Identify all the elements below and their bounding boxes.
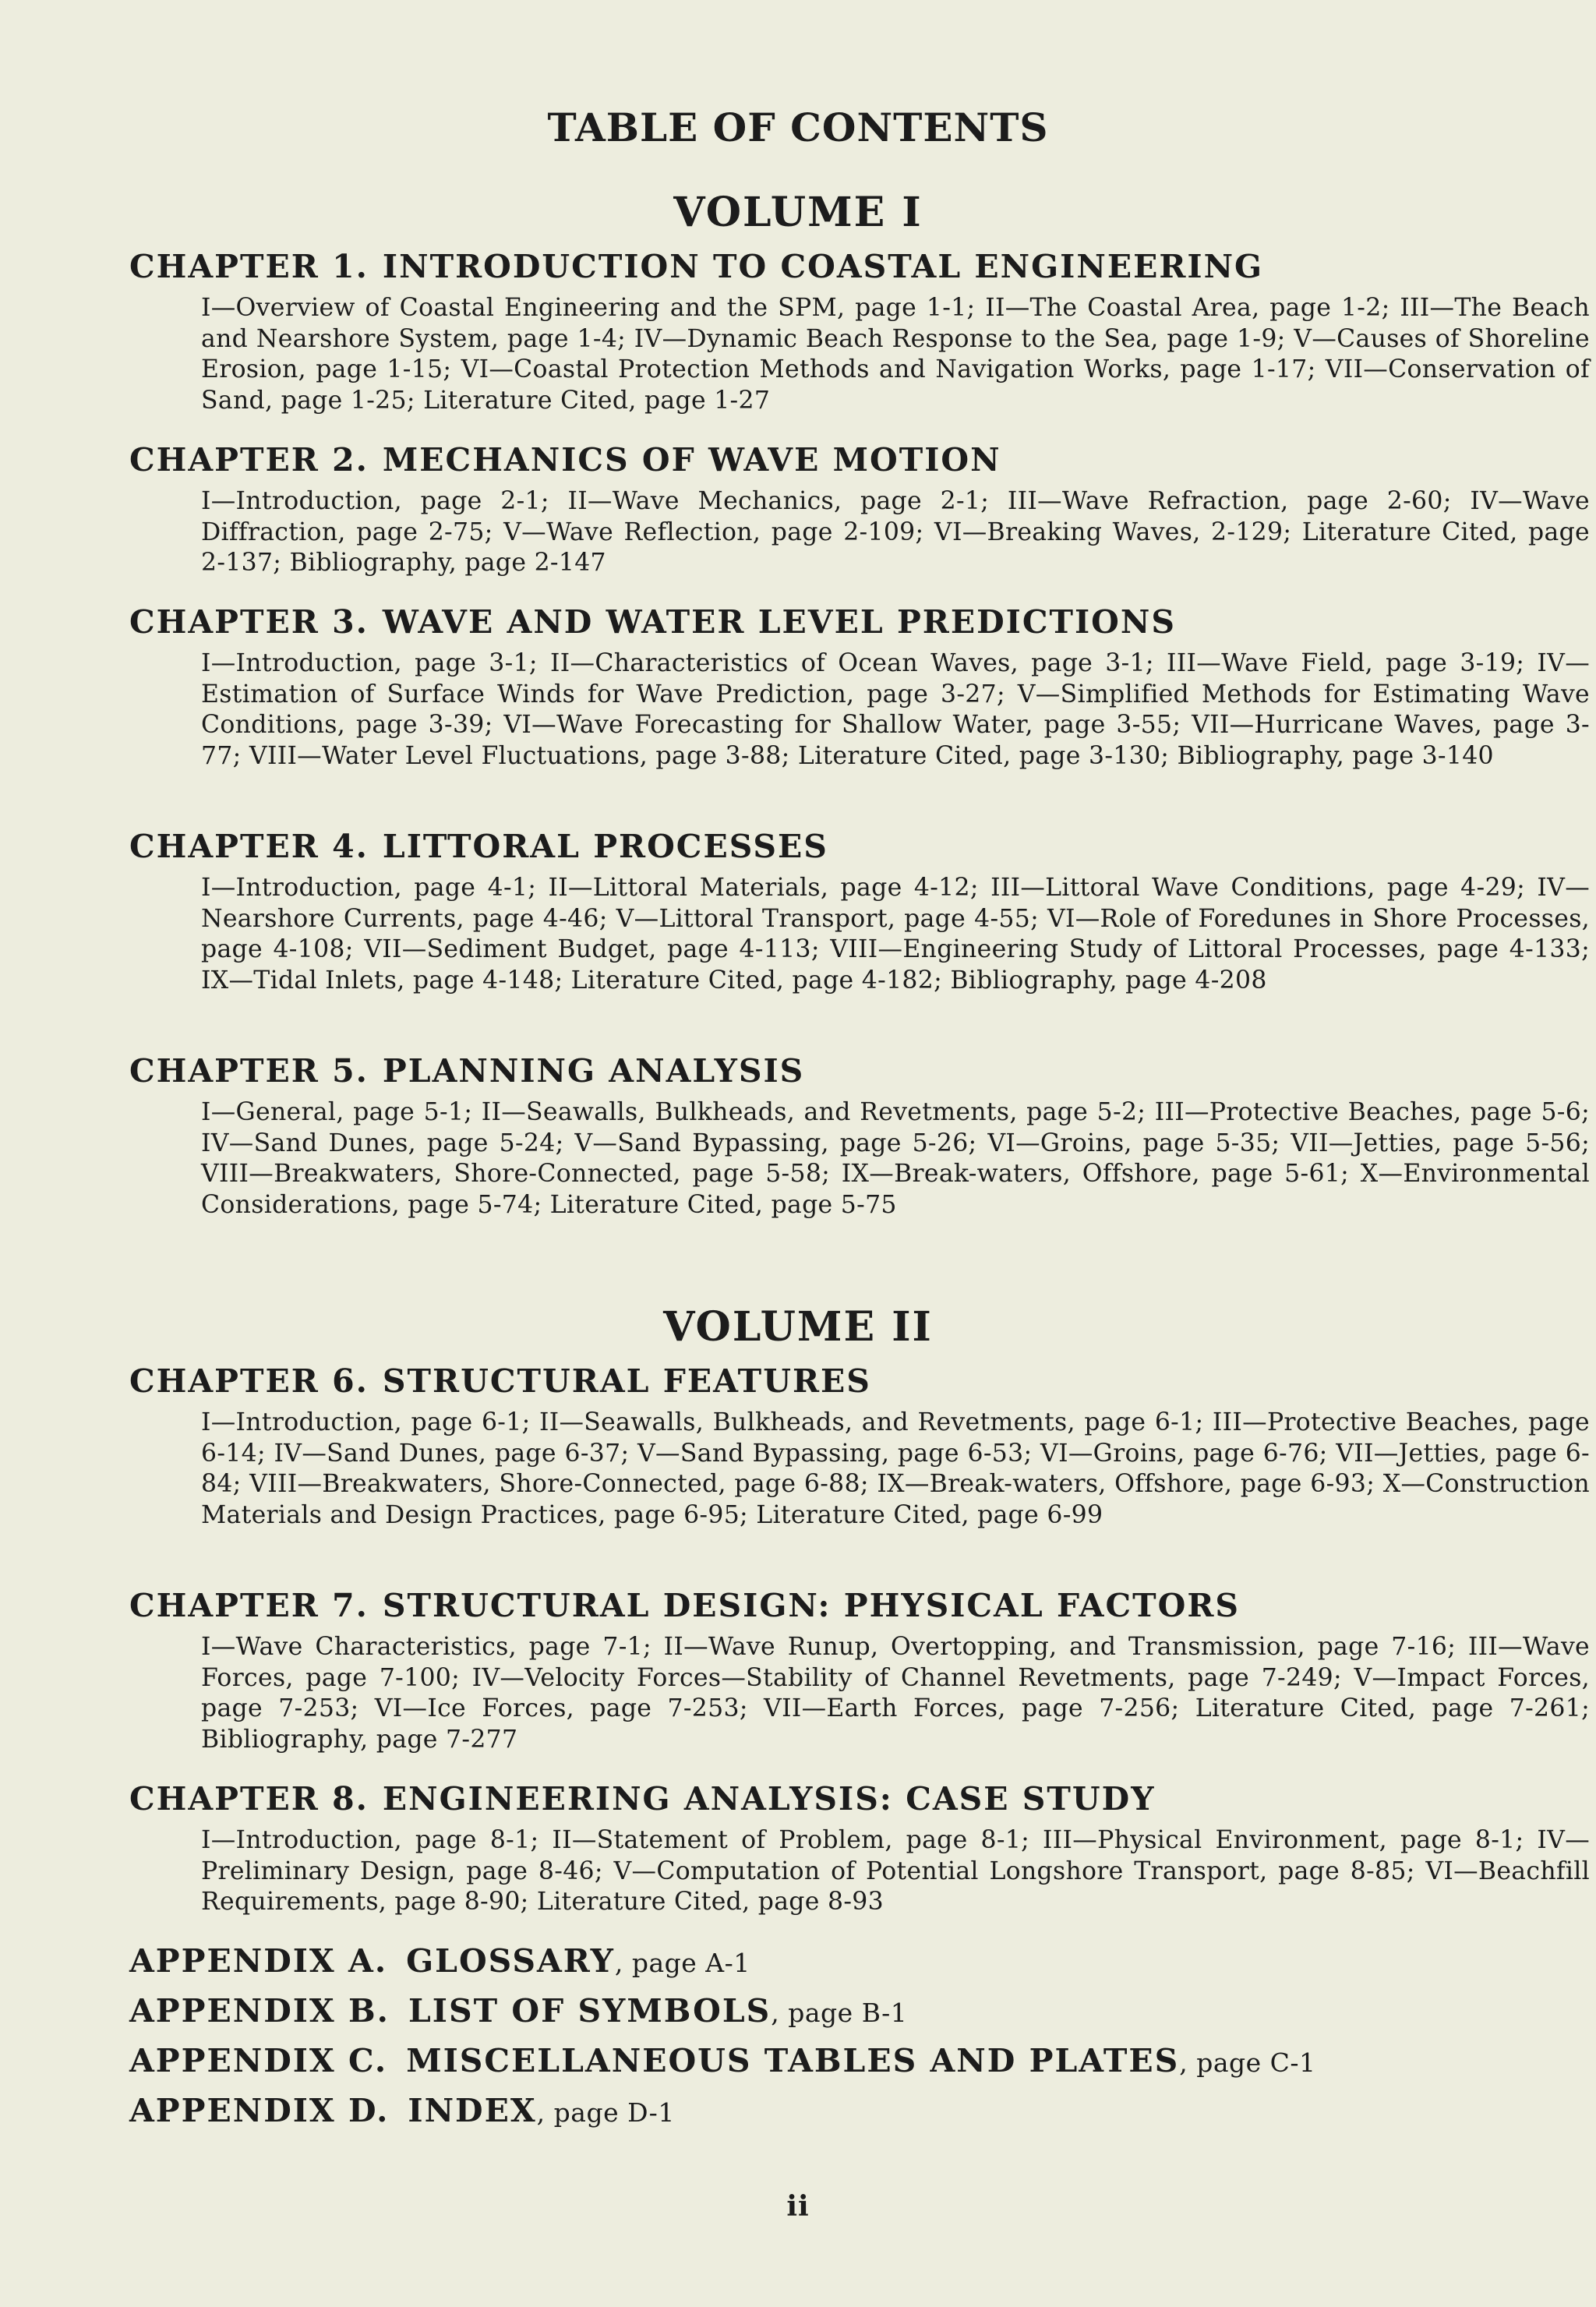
chapter-title: INTRODUCTION TO COASTAL ENGINEERING <box>382 248 1264 285</box>
chapter-3 <box>129 600 1590 772</box>
chapter-title: STRUCTURAL FEATURES <box>382 1362 871 1400</box>
chapter-title: PLANNING ANALYSIS <box>382 1052 805 1090</box>
chapter-title: STRUCTURAL DESIGN: PHYSICAL FACTORS <box>382 1587 1241 1624</box>
chapter-title: MECHANICS OF WAVE MOTION <box>382 441 1001 479</box>
chapter-title: LITTORAL PROCESSES <box>382 828 828 865</box>
appendix-title: GLOSSARY <box>406 1942 615 1980</box>
chapter-title: ENGINEERING ANALYSIS: CASE STUDY <box>382 1780 1156 1818</box>
chapter-sections: I—Introduction, page 6-1; II—Seawalls, Bulkheads, and Revetments, page 6-1; III—Protective Beaches, page 6-14; IV—Sand Dunes, page 6-37; V—Sand Bypassing, page 6-53; VI—Groins, page 6-76; VII—Jetties, page 6-84; VIII—Breakwaters, Shore-Connected, page 6-88; IX—Break-waters, Offshore, page 6-93; X—Construction Materials and Design Practices, page 6-95; Literature Cited, page 6-99 <box>201 1408 1590 1529</box>
appendix-b <box>129 1989 907 2035</box>
chapter-title: WAVE AND WATER LEVEL PREDICTIONS <box>382 603 1176 641</box>
chapter-7 <box>129 1584 1590 1755</box>
appendix-page: , page B-1 <box>771 1998 908 2028</box>
appendix-a <box>129 1939 750 1985</box>
chapter-heading <box>129 1359 1462 1403</box>
appendix-title: LIST OF SYMBOLS <box>408 1992 772 2030</box>
appendix-title: MISCELLANEOUS TABLES AND PLATES <box>406 2042 1180 2079</box>
chapter-heading <box>129 825 1462 868</box>
chapter-sections: I—Overview of Coastal Engineering and the SPM, page 1-1; II—The Coastal Area, page 1-2; III—The Beach and Nearshore System, page 1-4; IV—Dynamic Beach Response to the Sea, page 1-9; V—Causes of Shoreline Erosion, page 1-15; VI—Coastal Protection Methods and Navigation Works, page 1-17; VII—Conservation of Sand, page 1-25; Literature Cited, page 1-27 <box>201 294 1590 415</box>
appendix-c <box>129 2039 1316 2085</box>
appendix-label: APPENDIX C. <box>129 2042 388 2079</box>
chapter-1 <box>129 245 1590 416</box>
appendix-page: , page A-1 <box>614 1948 750 1978</box>
chapter-sections: I—Introduction, page 4-1; II—Littoral Materials, page 4-12; III—Littoral Wave Conditions, page 4-29; IV—Nearshore Currents, page 4-46; V—Littoral Transport, page 4-55; VI—Role of Foredunes in Shore Processes, page 4-108; VII—Sediment Budget, page 4-113; VIII—Engineering Study of Littoral Processes, page 4-133; IX—Tidal Inlets, page 4-148; Literature Cited, page 4-182; Bibliography, page 4-208 <box>201 874 1590 995</box>
volume-1-heading: VOLUME I <box>673 189 923 236</box>
page-number: ii <box>786 2190 810 2223</box>
chapter-number: CHAPTER 6. <box>129 1362 369 1400</box>
chapter-number: CHAPTER 7. <box>129 1587 369 1624</box>
appendix-page: , page D-1 <box>536 2097 675 2128</box>
chapter-heading <box>129 438 1462 482</box>
appendix-d <box>129 2089 675 2135</box>
chapter-4 <box>129 825 1590 996</box>
chapter-number: CHAPTER 8. <box>129 1780 369 1818</box>
page-title: TABLE OF CONTENTS <box>547 104 1049 150</box>
chapter-heading <box>129 1049 1462 1093</box>
appendix-page: , page C-1 <box>1179 2047 1316 2078</box>
appendix-title: INDEX <box>408 2092 537 2129</box>
chapter-number: CHAPTER 4. <box>129 828 369 865</box>
chapter-8 <box>129 1777 1590 1918</box>
chapter-heading <box>129 1777 1462 1821</box>
chapter-sections: I—Introduction, page 2-1; II—Wave Mechanics, page 2-1; III—Wave Refraction, page 2-60; IV—Wave Diffraction, page 2-75; V—Wave Reflection, page 2-109; VI—Breaking Waves, 2-129; Literature Cited, page 2-137; Bibliography, page 2-147 <box>201 487 1590 577</box>
chapter-number: CHAPTER 2. <box>129 441 369 479</box>
chapter-5 <box>129 1049 1590 1221</box>
chapter-sections: I—Introduction, page 3-1; II—Characteristics of Ocean Waves, page 3-1; III—Wave Field, page 3-19; IV—Estimation of Surface Winds for Wave Prediction, page 3-27; V—Simplified Methods for Estimating Wave Conditions, page 3-39; VI—Wave Forecasting for Shallow Water, page 3-55; VII—Hurricane Waves, page 3-77; VIII—Water Level Fluctuations, page 3-88; Literature Cited, page 3-130; Bibliography, page 3-140 <box>201 649 1590 770</box>
chapter-2 <box>129 438 1590 579</box>
chapter-sections: I—General, page 5-1; II—Seawalls, Bulkheads, and Revetments, page 5-2; III—Protective Beaches, page 5-6; IV—Sand Dunes, page 5-24; V—Sand Bypassing, page 5-26; VI—Groins, page 5-35; VII—Jetties, page 5-56; VIII—Breakwaters, Shore-Connected, page 5-58; IX—Break-waters, Offshore, page 5-61; X—Environmental Considerations, page 5-74; Literature Cited, page 5-75 <box>201 1098 1590 1219</box>
chapter-heading <box>129 1584 1462 1627</box>
chapter-number: CHAPTER 3. <box>129 603 369 641</box>
chapter-heading <box>129 245 1462 288</box>
appendix-label: APPENDIX B. <box>129 1992 390 2030</box>
chapter-6 <box>129 1359 1590 1531</box>
volume-2-heading: VOLUME II <box>663 1303 933 1351</box>
chapter-heading <box>129 600 1462 644</box>
appendix-label: APPENDIX D. <box>129 2092 390 2129</box>
chapter-number: CHAPTER 5. <box>129 1052 369 1090</box>
chapter-number: CHAPTER 1. <box>129 248 369 285</box>
appendix-label: APPENDIX A. <box>129 1942 388 1980</box>
chapter-sections: I—Introduction, page 8-1; II—Statement of Problem, page 8-1; III—Physical Environment, page 8-1; IV—Preliminary Design, page 8-46; V—Computation of Potential Longshore Transport, page 8-85; VI—Beachfill Requirements, page 8-90; Literature Cited, page 8-93 <box>201 1826 1590 1916</box>
chapter-sections: I—Wave Characteristics, page 7-1; II—Wave Runup, Overtopping, and Transmission, page 7-16; III—Wave Forces, page 7-100; IV—Velocity Forces—Stability of Channel Revetments, page 7-249; V—Impact Forces, page 7-253; VI—Ice Forces, page 7-253; VII—Earth Forces, page 7-256; Literature Cited, page 7-261; Bibliography, page 7-277 <box>201 1633 1590 1754</box>
